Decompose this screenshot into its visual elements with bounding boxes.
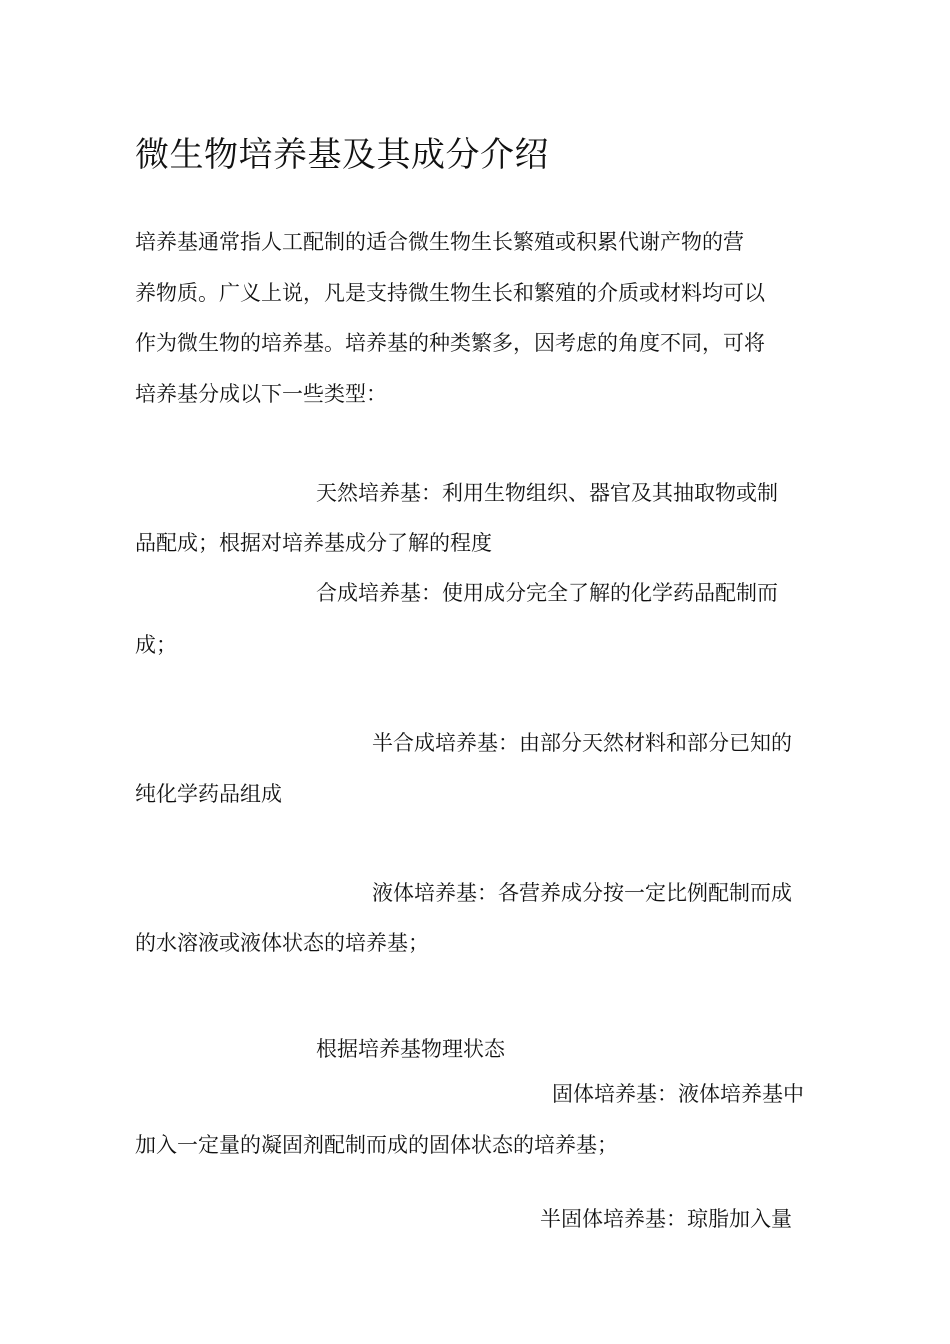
document-title: 微生物培养基及其成分介绍 [135,135,549,175]
semi-synthetic-medium-line-2: 纯化学药品组成 [135,782,282,806]
natural-medium-line-2: 品配成；根据对培养基成分了解的程度 [135,531,492,555]
solid-medium-line-2: 加入一定量的凝固剂配制而成的固体状态的培养基； [135,1133,618,1157]
intro-line-2: 养物质。广义上说，凡是支持微生物生长和繁殖的介质或材料均可以 [135,281,765,305]
intro-line-4: 培养基分成以下一些类型： [135,382,387,406]
intro-line-3: 作为微生物的培养基。培养基的种类繁多，因考虑的角度不同，可将 [135,331,765,355]
physical-state-heading: 根据培养基物理状态 [316,1037,505,1061]
semi-synthetic-medium-line-1: 半合成培养基：由部分天然材料和部分已知的 [372,731,792,755]
intro-line-1: 培养基通常指人工配制的适合微生物生长繁殖或积累代谢产物的营 [135,230,744,254]
synthetic-medium-line-1: 合成培养基：使用成分完全了解的化学药品配制而 [316,581,778,605]
natural-medium-line-1: 天然培养基：利用生物组织、器官及其抽取物或制 [316,481,778,505]
solid-medium-line-1: 固体培养基：液体培养基中 [552,1082,804,1106]
liquid-medium-line-2: 的水溶液或液体状态的培养基； [135,931,429,955]
synthetic-medium-line-2: 成； [135,633,177,657]
liquid-medium-line-1: 液体培养基：各营养成分按一定比例配制而成 [372,881,792,905]
semi-solid-medium-line-1: 半固体培养基：琼脂加入量 [540,1207,792,1231]
